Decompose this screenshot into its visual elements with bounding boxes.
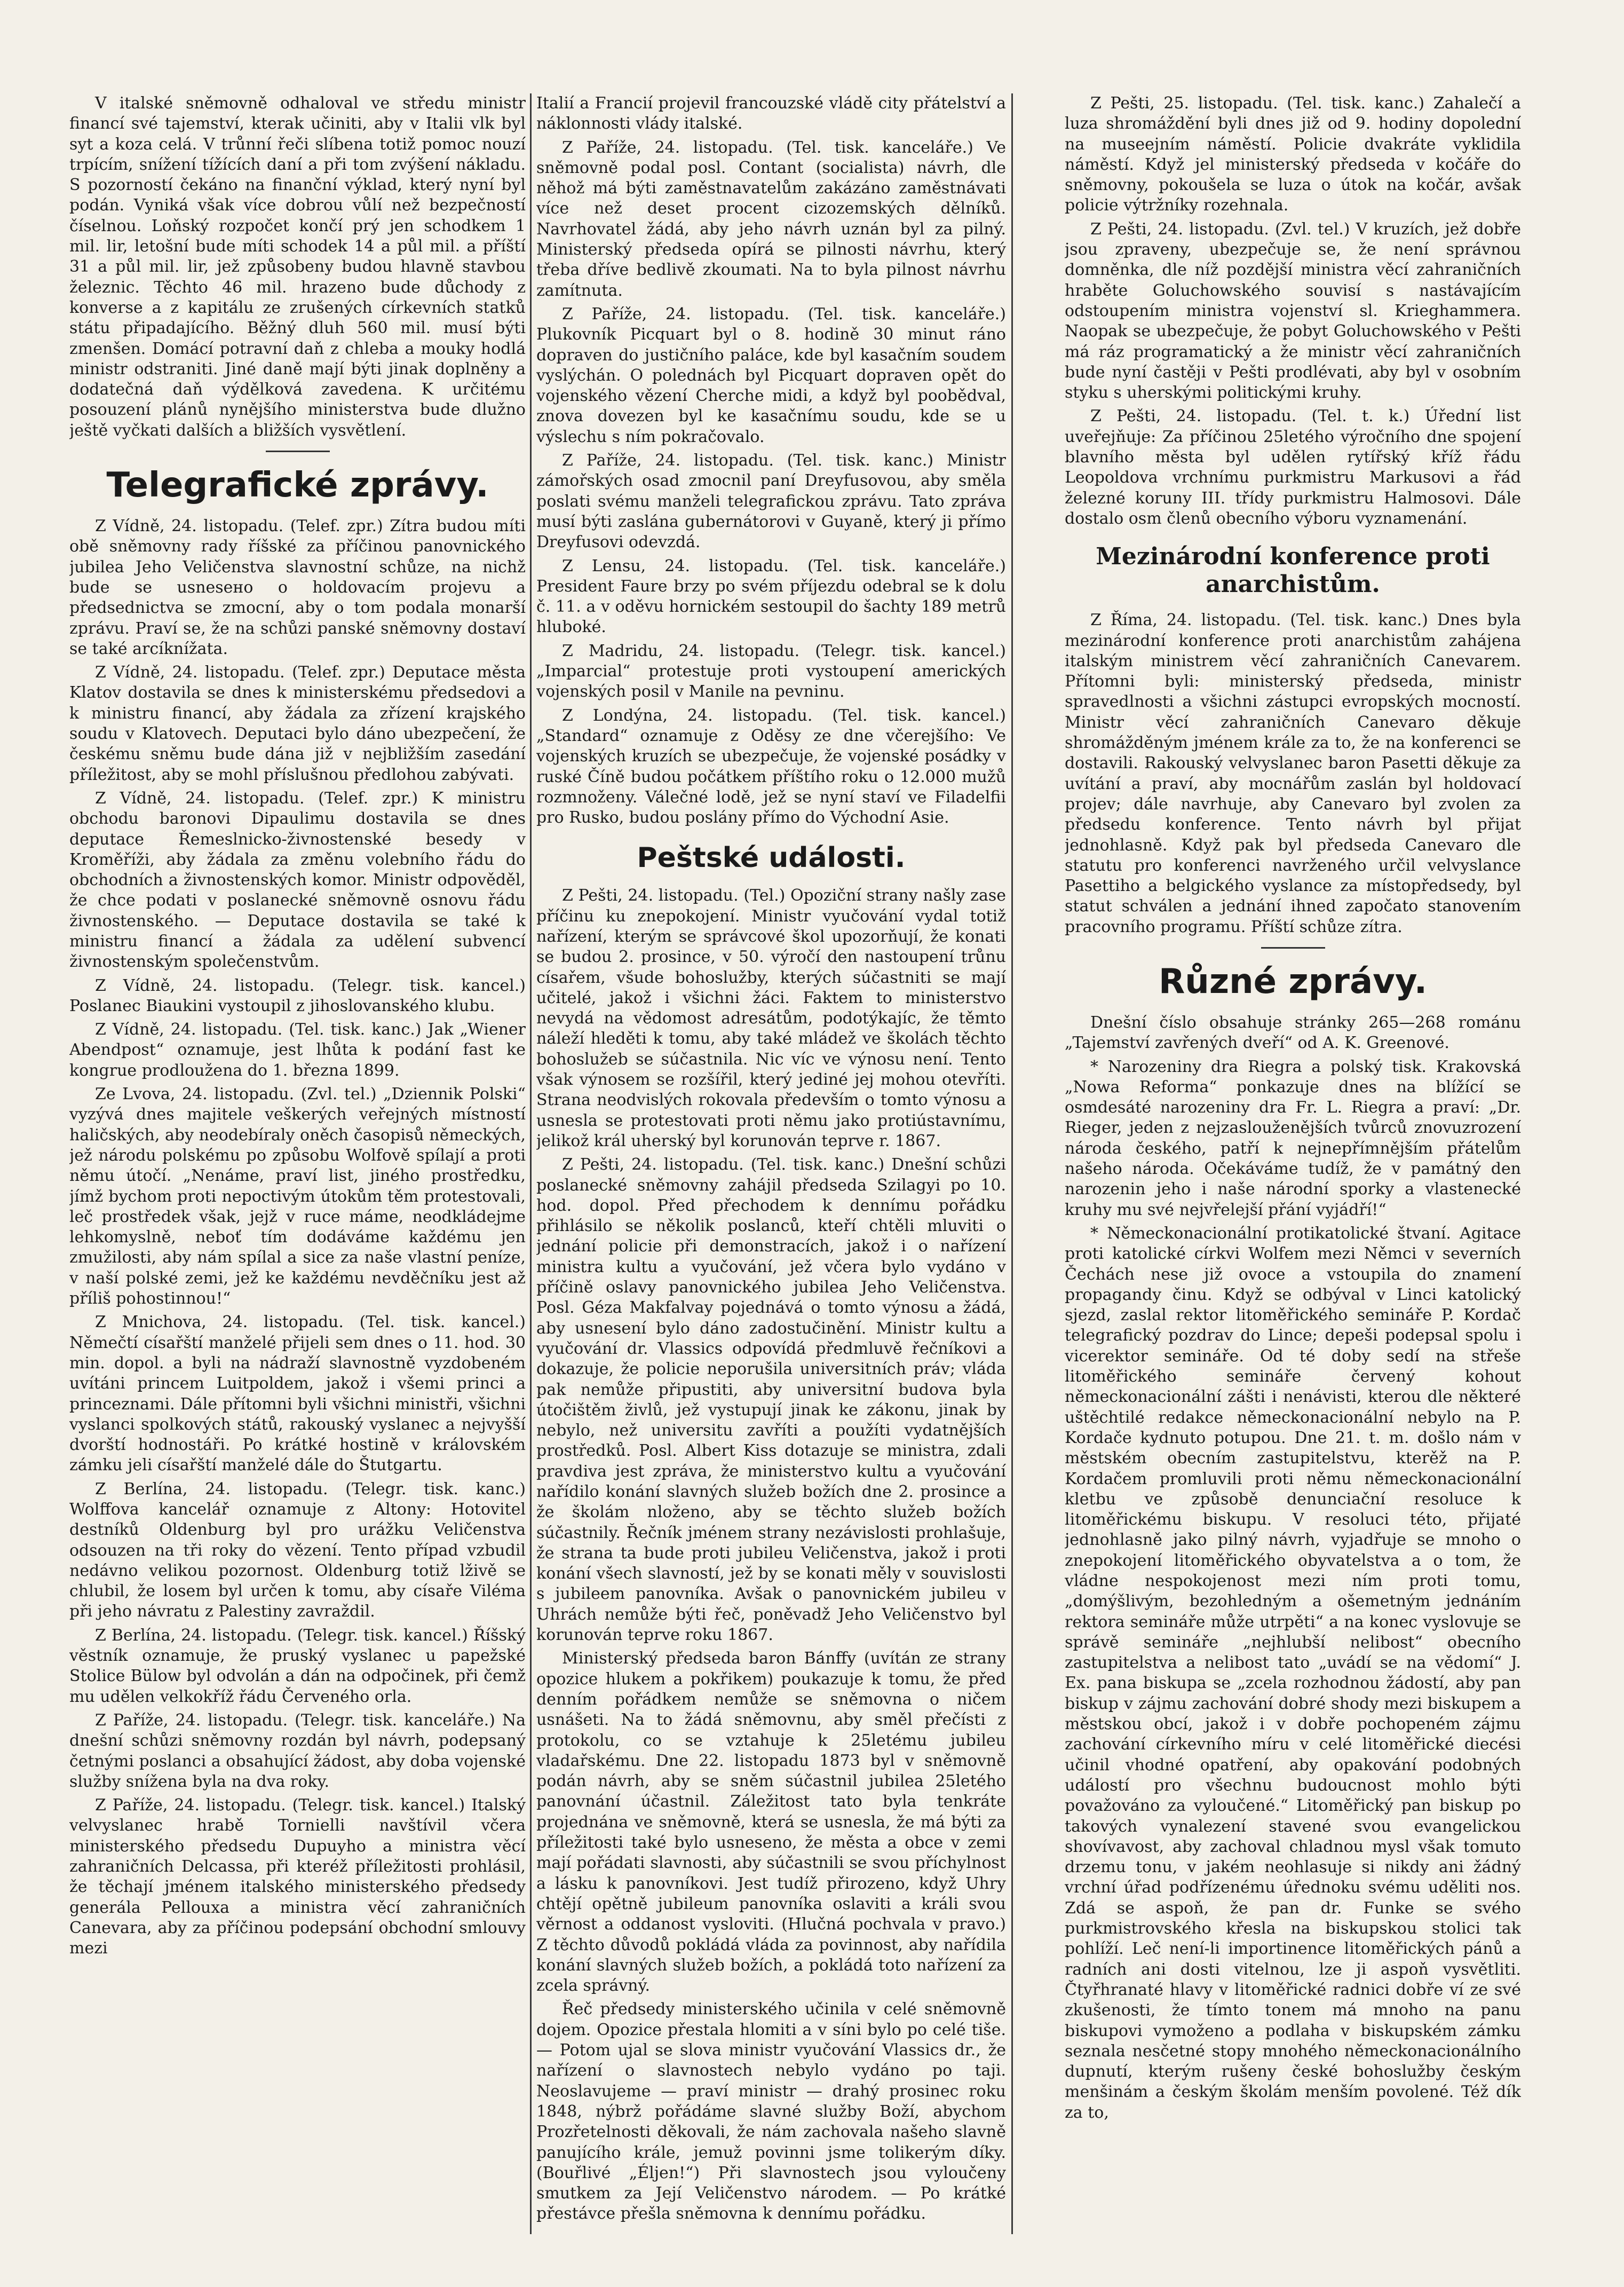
telegram-item: Ze Lvova, 24. listopadu. (Zvl. tel.) „Dziennik Polski“ vyzývá dnes majitele veškerých veřejných místností haličských, aby neodebíraly oněch časopisů německých, jež národu polskému po způsobu Wolfově spílají a proti němu útočí. „Nenáme, praví list, jiného prostředku, jímž bychom proti nepoctivým útokům těm protestovali, leč prostředek však, jejž v ruce máme, neodkládejme lehkomyslně, neboť tím dodáváme každému jen zmužilosti, aby nám spílal a sice za naše vlastní peníze, v naší polské zemi, jež ke každému nevděčníku jest až příliš pohostinnou!“ — [69, 1085, 526, 1308]
column-middle — [536, 93, 1006, 2229]
telegram-item: Z Paříže, 24. listopadu. (Tel. tisk. kanceláře.) Plukovník Picquart byl o 8. hodině 30 minut ráno dopraven do justičního paláce, kde byl kasačním soudem vyslýchán. O polednách byl Picquart dopraven opět do vojenského vězení Cherche midi, a když byl poobědval, znova dovezen byl ke kasačnímu soudu, kde se u výslechu s ním pokračovalo. — [536, 304, 1006, 446]
telegram-item: Z Pešti, 25. listopadu. (Tel. tisk. kanc.) Zahalečí a luza shromáždění byli dnes již od 9. hodiny dopolední na museejním náměstí. Policie dvakráte vyklidila náměstí. Když jel ministerský předseda v kočáře do sněmovny, pokoušela se luza o útok na kočár, avšak policie výtržníky rozehnala. — [1065, 94, 1521, 215]
telegram-item: Z Říma, 24. listopadu. (Tel. tisk. kanc.) Dnes byla mezinárodní konference proti anarchistům zahájena italským ministrem věcí zahraničních Canevarem. Přítomni byli: ministerský předseda, ministr spravedlnosti a všichni zástupci evropských mocností. Ministr věcí zahraničních Canevaro děkuje shromážděným jménem krále za to, že na konferenci se dostavili. Rakouský velvyslanec baron Pasetti děkuje za uvítání a praví, aby mocnářům zaslán byl holdovací projev; dále navrhuje, aby Canevaro byl zvolen za předsedu konference. Tento návrh byl přijat jednohlasně. Když pak byl předseda Canevaro dle statutu pro konferenci navrženého určil velvyslance Pasettiho a belgického vyslance za místopředsedy, byl statut schválen a jednání ihned započato stanovením pracovního programu. Příští schůze zítra. — [1065, 611, 1521, 936]
telegram-item: Italií a Francií projevil francouzské vládě city přátelství a náklonnosti vlády italské. — [536, 94, 1006, 133]
telegram-item: Z Vídně, 24. listopadu. (Telef. zpr.) Deputace města Klatov dostavila se dnes k ministerskému předsedovi a k ministru financí, aby žádala za zřízení krajského soudu v Klatovech. Deputaci bylo dáno ubezpečení, že českému sněmu bude dána již v nejbližším zasedání příležitost, aby se mohl příslušnou předlohou zabývati. — [69, 663, 526, 784]
column-rule-left — [530, 93, 532, 2234]
telegram-item: Z Paříže, 24. listopadu. (Tel. tisk. kanceláře.) Ve sněmovně podal posl. Contant (socialista) návrh, dle něhož má býti zaměstnavatelům zakázáno zaměstnávati více než deset procent cizozemských dělníků. Navrhovatel žádá, aby jeho návrh uznán byl za pilný. Ministerský předseda opírá se pilnosti návrhu, který třeba dříve bedlivě zkoumati. Na to byla pilnost návrhu zamítnuta. — [536, 138, 1006, 300]
column-left — [69, 93, 526, 2229]
telegram-item: Z Vídně, 24. listopadu. (Telef. zpr.) K ministru obchodu baronovi Dipaulimu dostavila se dnes deputace Řemeslnicko-živnostenské besedy v Kroměříži, aby žádala za změnu volebního řádu do obchodních a živnostenských komor. Ministr odpověděl, že chce podati v poslanecké sněmovně osnovu řádu živnostenského. — Deputace dostavila se také k ministru financí a žádala za udělení subvencí živnostenským společenstvům. — [69, 788, 526, 972]
telegram-item: Z Madridu, 24. listopadu. (Telegr. tisk. kancel.) „Imparcial“ protestuje proti vystoupení amerických vojenských posil v Manile na pevninu. — [536, 641, 1006, 701]
telegram-item: Z Pešti, 24. listopadu. (Tel. t. k.) Úřední list uveřejňuje: Za příčinou 25letého výročního dne spojení blavního města byl udělen rytířský kříž řádu Leopoldova vrchnímu purkmistru Markusovi a řád železné koruny III. třídy purkmistru Halmosovi. Dále dostalo osm členů obecního výboru vyznamenání. — [1065, 407, 1521, 528]
telegram-item: Ministerský předseda baron Bánffy (uvítán ze strany opozice hlukem a pokřikem) poukazuje k tomu, že před denním pořádkem nemůže se sněmovna o ničem usnášeti. Na to žádá sněmovnu, aby směl přečísti z protokolu, co se vztahuje k 25letému jubileu vladařskému. Dne 22. listopadu 1873 byl v sněmovně podán návrh, aby se sněm súčastnil jubilea 25letého panovnání účastnil. Záležitost tato byla tenkráte projednána ve sněmovně, která se usnesla, že má býti za příležitosti také bylo usneseno, že města a obce v zemi mají pořádati slavnosti, aby súčastnili se svou příchylnost a lásku k panovníkovi. Jest tudíž přirozeno, když Uhry chtějí opětně jubileum panovníka oslaviti a králi svou věrnost a oddanost vysloviti. (Hlučná pochvala v pravo.) Z těchto důvodů pokládá vláda za povinnost, aby nařídila konání slavných služeb božích, a pokládá toto nařízení za zcela správný. — [536, 1649, 1006, 1996]
telegram-item: Z Lensu, 24. listopadu. (Tel. tisk. kanceláře.) President Faure brzy po svém příjezdu odebral se k dolu č. 11. a v oděvu hornickém sestoupil do šachty 189 metrů hluboké. — [536, 556, 1006, 637]
telegram-item: Z Paříže, 24. listopadu. (Telegr. tisk. kancel.) Italský velvyslanec hrabě Tornielli navštívil včera ministerského předsedu Dupuyho a ministra věcí zahraničních Delcassa, při kteréž příležitosti prohlásil, že těchají jménem italského ministerského předsedy generála Pellouxa a ministra věcí zahraničních Canevara, aby za příčinou podepsání obchodní smlouvy mezi — [69, 1796, 526, 1958]
telegram-item: Z Vídně, 24. listopadu. (Tel. tisk. kanc.) Jak „Wiener Abendpost“ oznamuje, jest lhůta k podání fast ke kongrue prodloužena do 1. března 1899. — [69, 1020, 526, 1080]
telegram-item: Z Pešti, 24. listopadu. (Zvl. tel.) V kruzích, jež dobře jsou zpraveny, ubezpečuje se, že není správnou domněnka, dle níž pozdější ministra věcí zahraničních hraběte Goluchowského souvisí s nastávajícím odstoupením ministra vojenství sl. Krieghammera. Naopak se ubezpečuje, že pobyt Goluchowského v Pešti má ráz programatický a že ministr věcí zahraničních bude nyní častěji v Pešti prodlévati, aby byl v osobním styku s uherskými politickými kruhy. — [1065, 219, 1521, 403]
section-heading-pest-events: Peštské události. — [637, 842, 906, 874]
telegram-item: Z Vídně, 24. listopadu. (Telegr. tisk. kancel.) Poslanec Biaukini vystoupil z jihoslovanského klubu. — [69, 976, 526, 1015]
telegram-item: Z Berlína, 24. listopadu. (Telegr. tisk. kancel.) Říšský věstník oznamuje, že pruský vyslanec u papežské Stolice Bülow byl odvolán a dán na odpočinek, při čemž mu udělen velkokříž řádu Červeného orla. — [69, 1626, 526, 1706]
section-heading-anarchist-conference: Mezinárodní konference proti anarchistům. — [1096, 543, 1490, 598]
column-right — [1065, 93, 1521, 2229]
telegram-item: Z Londýna, 24. listopadu. (Tel. tisk. kancel.) „Standard“ oznamuje z Oděsy ze dne včerejšího: Ve vojenských kruzích se ubezpečuje, že vojenské posádky v ruské Číně budou počátkem příštího roku o 12.000 mužů rozmnoženy. Válečné lodě, jež se nyní staví ve Filadelfii pro Rusko, budou poslány přímo do Východní Asie. — [536, 706, 1006, 827]
separator — [1261, 947, 1325, 949]
telegram-item: Z Mnichova, 24. listopadu. (Tel. tisk. kancel.) Němečtí císařští manželé přijeli sem dnes o 11. hod. 30 min. dopol. a byli na nádraží slavnostně vyzdobeném uvítáni princem Luitpoldem, jakož i všemi princi a princeznami. Dále přítomni byli všichni ministři, všichni vyslanci spolkových států, rakouský vyslanec a nejvyšší dvorští hodnostáři. Po krátké hostině v královském zámku jeli císařští manželé dále do Štutgartu. — [69, 1313, 526, 1475]
separator — [266, 451, 330, 452]
telegram-item: Z Pešti, 24. listopadu. (Tel. tisk. kanc.) Dnešní schůzi poslanecké sněmovny zahájil předseda Szilagyi po 10. hod. dopol. Před přechodem k dennímu pořádku přihlásilo se několik poslanců, kteří chtěli mluviti o jednání policie při demonstracích, jakož i o nařízení ministra kultu a vyučování, jež včera bylo vydáno v příčině oslavy panovnického jubilea Jeho Veličenstva. Posl. Géza Makfalvay pojednává o tomto výnosu a žádá, aby usnesení bylo dáno zadostučinění. Ministr kultu a vyučování dr. Vlassics odpovídá předmluvě řečníkovi a dokazuje, že policie neporušila universitních práv; vláda pak nemůže připustiti, aby universitní budova byla útočištěm živlů, jež vystupují jinak ke zákonu, jinak by nebylo, než universitu zavříti a použíti vydatnějších prostředků. Posl. Albert Kiss dotazuje se ministra, zdali pravdivа jest zpráva, že ministerstvo kultu a vyučování nařídilo konání slavných služeb božích dne 2. prosince a že školám nloženo, aby se těchto služeb božích súčastnily. Řečník jménem strany nezávislosti prohlašuje, že strana ta bude proti jubileu Veličenstva, jakož i proti konání všech slavností, jež by se konati měly v souvislosti s jubileem panovníka. Avšak o panovnickém jubileu v Uhrách nemůže býti řeč, poněvadž Jeho Veličenstvo byl korunován teprve roku 1867. — [536, 1155, 1006, 1645]
telegram-item: Z Berlína, 24. listopadu. (Telegr. tisk. kanc.) Wolffova kancelář oznamuje z Altony: Hotovitel destníků Oldenburg byl pro urážku Veličenstva odsouzen na tři roky do vězení. Tento případ vzbudil nedávno velikou pozornost. Oldenburg totiž lživě se chlubil, že losem byl určen k tomu, aby císaře Viléma při jeho návratu z Palestiny zavraždil. — [69, 1479, 526, 1621]
news-item: Dnešní číslo obsahuje stránky 265—268 románu „Tajemství zavřených dveří“ od A. K. Greenové. — [1065, 1013, 1521, 1053]
telegram-item: Z Vídně, 24. listopadu. (Telef. zpr.) Zítra budou míti obě sněmovny rady říšské za příčinou panovnického jubilea Jeho Veličenstva slavnostní schůze, na nichž bude se usnesено o holdovacím projevu a předsednictva se zmocní, aby o tom podala monarší zprávu. Praví se, že na schůzi panské sněmovny dostaví se také arcíknížata. — [69, 517, 526, 658]
telegram-item: Z Paříže, 24. listopadu. (Telegr. tisk. kanceláře.) Na dnešní schůzi sněmovny rozdán byl návrh, podepsaný četnými poslanci a obsahující žádost, aby doba vojenské služby snížena byla na dva roky. — [69, 1710, 526, 1791]
article-italian-finance: V italské sněmovně odhaloval ve středu ministr financí své tajemství, kterak učiniti, aby v Italii vlk byl syt a koza celá. V trůnní řeči slíbena totiž pomoc nouzí trpícím, snížení tížících daní a při tom zvýšení nákladu. S pozorností čekáno na finanční výklad, který nyní byl podán. Vyniká však více dobrou vůlí než bezpečností číselnou. Loňský rozpočet končí prý jen schodkem 1 mil. lir, letošní bude míti schodek 14 a půl mil. a příští 31 a půl mil. lir, jež způsobeny budou hlavně stavbou železnic. Těchto 46 mil. hrazeno bude důchody z konverse a z kapitálu ze zrušených církevních statků státu připadajícího. Běžný dluh 560 mil. musí býti zmenšen. Domácí potravní daň z chleba a mouky hodlá ministr odstraniti. Jiné daně mají býti jinak doplněny a dodatečná daň výdělková zavedena. K určitému posouzení plánů nynějšího ministerstva bude dlužno ještě vyčkati dalších a bližších vysvětlení. — [69, 94, 526, 440]
news-item: * Německonacionální protikatolické štvaní. Agitace proti katolické církvi Wolfem mezi Němci v severních Čechách nese již ovoce a vstoupila do znamení propagandy činu. Když se odbýval v Linci katolický sjezd, zaslal rektor litoměřického semináře P. Kordač telegrafický pozdrav do Lince; depeši podepsal spolu i vicerektor semináře. Od té doby sedí na střeše litoměřického semináře červený kohout německonacionální zášti i nenávisti, kterou dle některé uštěchtilé redakce německonacionální nebylo na P. Kordače kydnuto potupou. Dne 21. t. m. došlo nám v městském obecním zastupitelstvu, kterěž na P. Kordačem promluvili proti němu německonacionální kletbu ve způsobě denunciační resoluce k litoměřickému biskupu. V resoluci této, přijaté jednohlasně jako pilný návrh, vyjadřuje se mnoho o znepokojení litoměřického obyvatelstva a o tom, že vládne nespokojenost mezi ním proti tomu, „domýšlivým, bezohledným a ošemetným jednáním rektora semináře může utrpěti“ a na konec vyslovuje se správě semináře „nejhlubší nelibost“ obecního zastupitelstva a nelibost tato „uvádí se na vědomí“ J. Ex. pana biskupa se „zcela rozhodnou žádostí, aby pan biskup v zájmu zachování dobré shody mezi biskupem a městskou obcí, jakož i v dobře pochopeném zájmu zachování církevního míru v celé litoměřické diecési učinil vhodné opatření, aby opakování podobných událostí pro všechnu budoucnost mohlo býti považováno za vyloučené.“ Litoměřický pan biskup po takových vynalezení stavené svou evangelickou shovívavost, aby zachoval chladnou mysl však tomuto drzemu tonu, v jakém neohlasuje si nikdy ani žádný vrchní úřad podřízenému úřednoku svému uděliti nos. Zdá se aspoň, že pan dr. Funke se svého purkmistrovského křesla na biskupskou stolici tak pohlíží. Leč není-li importinence litoměřických pánů a radních ani dosti vitelnou, lze ji aspoň vysvětliti. Čtyřhranaté hlavy v litoměřické radnici dobře ví ze své zkušenosti, že tímto tonem má mnoho na panu biskupovi vymoženo a podlaha v biskupském zámku seznala nesčetné stopy mnohého německonacionálního dupnutí, kterým rušeny české bohoslužby českým menšinám a českým školám menším povolené. Též dík za to, — [1065, 1224, 1521, 2122]
telegram-item: Z Pešti, 24. listopadu. (Tel.) Opoziční strany našly zase příčinu ku znepokojení. Ministr vyučování vydal totiž nařízení, kterým se správcové škol upozorňují, že konati se budou 2. prosince, v 50. výročí den nastoupení trůnu císařem, všude bohoslužby, kterých súčastniti se mají učitelé, jakož i všichni žáci. Faktem to ministerstvo nevydá na vědomost adresátům, podotýkajíc, že těmto náleží hleděti k tomu, aby také mládež ve školách těchto bohoslužeb se súčastnila. Nic víc ve výnosu není. Tento však výnosem se rozšířil, který jediné jej mohou otevříti. Strana neodvislých rokovala především o tomto výnosu a usnesla se protestovati proti němu jako protiústavnímu, jelikož král uherský byl korunován teprve r. 1867. — [536, 886, 1006, 1150]
section-heading-telegraphic: Telegrafické zprávy. — [106, 466, 489, 506]
telegram-item: Z Paříže, 24. listopadu. (Tel. tisk. kanc.) Ministr zámořských osad zmocnil paní Dreyfusovou, aby směla poslati svému manželi telegrafickou zprávu. Tato zpráva musí býti zaslána gubernátorovi v Guyaně, který ji přímo Dreyfusovi odevzdá. — [536, 451, 1006, 552]
section-heading-various-news: Různé zprávy. — [1158, 961, 1428, 1001]
news-item: * Narozeniny dra Riegra a polský tisk. Krakovská „Nowa Reforma“ ponkazuje dnes na blížící se osmdesáté narozeniny dra Fr. L. Riegra a praví: „Dr. Rieger, jeden z nejzaslouženějších tvůrců znovuzrození národa českého, patří k nejnepřímnějším přátelům našeho národa. Očekáváme tudíž, že v památný den narozenin jeho i naše národní sporky a vlastenecké kruhy mu své nejvřelejší přání vyjádří!“ — [1065, 1057, 1521, 1219]
column-rule-right — [1011, 93, 1013, 2234]
telegram-item: Řeč předsedy ministerského učinila v celé sněmovně dojem. Opozice přestala hlomiti a v síni bylo po celé tiše. — Potom ujal se slova ministr vyučování Vlassics dr., že nařízení o slavnostech nebylo vydáno po taji. Neoslavujeme — praví ministr — drahý prosinec roku 1848, nýbrž pořádáme slavné služby Boží, abychom Prozřetelnosti děkovali, že nám zachovala našeho slavně panujícího krále, jemuž povinni jsme tolikerým díky. (Bouřlivé „Éljen!“) Při slavnostech jsou vyloučeny smutkem za Její Veličenstvo národem. — Po krátké přestávce přešla sněmovna k dennímu pořádku. — [536, 2000, 1006, 2223]
